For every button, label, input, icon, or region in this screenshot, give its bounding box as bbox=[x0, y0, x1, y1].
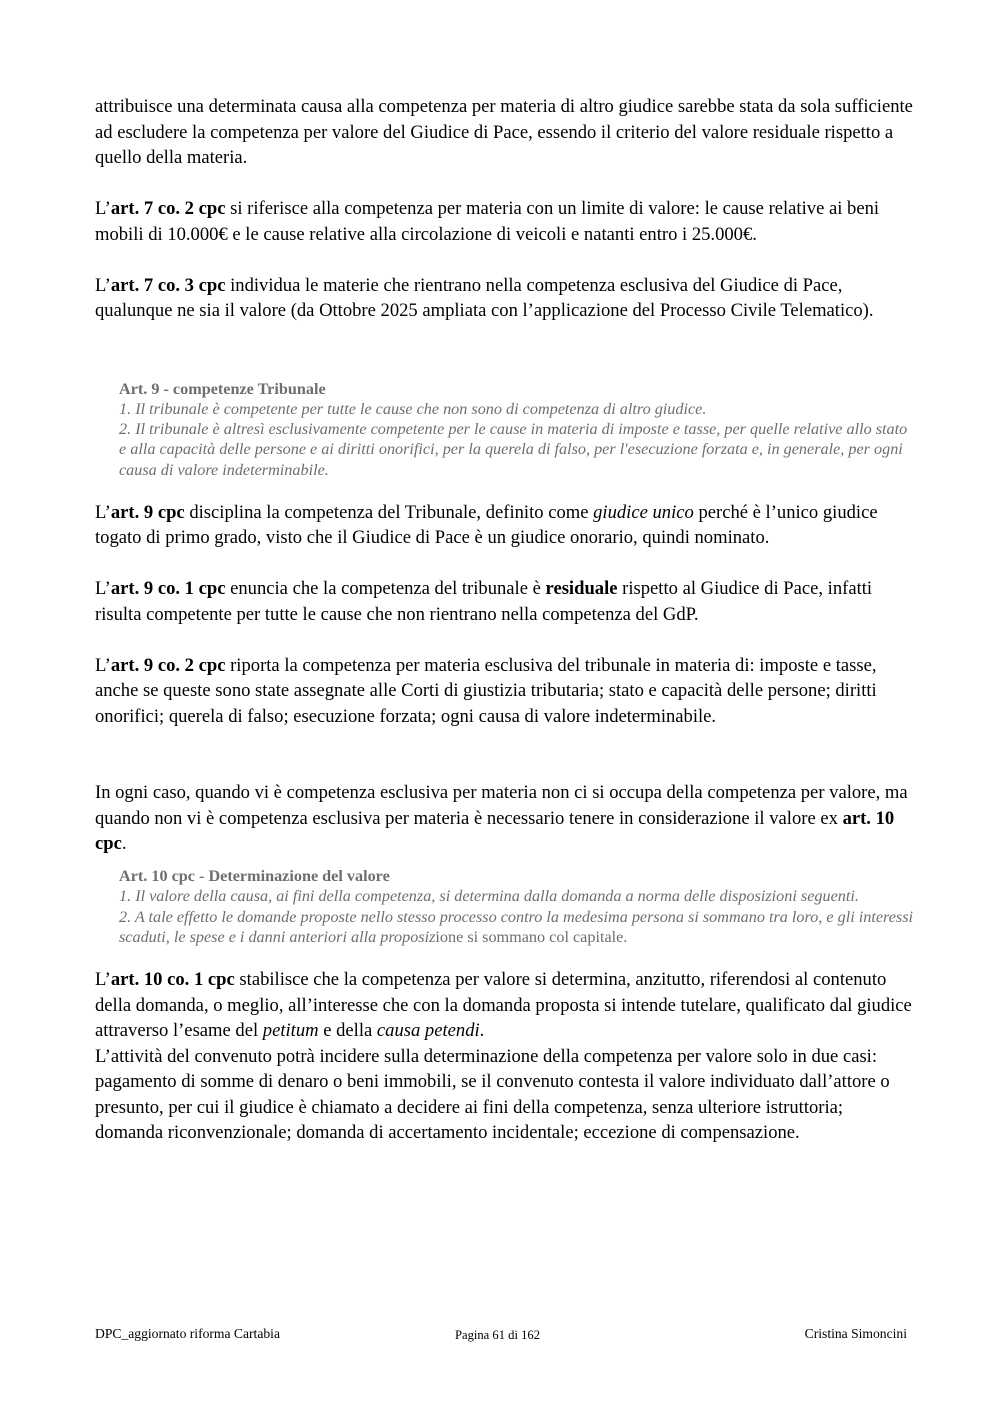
article-ref: art. 10 cpc bbox=[95, 807, 895, 855]
page-footer bbox=[95, 1326, 907, 1346]
law-quote-art10 bbox=[119, 866, 915, 947]
paragraph-1: attribuisce una determinata causa alla competenza per materia di altro giudice sarebbe stata da sola sufficiente ad escludere la competenza per valore del Giudice di Pace, essendo il criterio del valore residuale rispetto a quello della materia. bbox=[95, 96, 913, 168]
paragraph-art9: L’art. 9 cpc disciplina la competenza del Tribunale, definito come giudice unico perché è l’unico giudice togato di primo grado, visto che il Giudice di Pace è un giudice onorario, quindi nominato. bbox=[95, 501, 878, 549]
footer-author: Cristina Simoncini bbox=[804, 1326, 907, 1341]
article-ref: art. 9 co. 2 cpc bbox=[110, 654, 226, 676]
footer-page-number: Pagina 61 di 162 bbox=[455, 1328, 541, 1342]
article-ref: art. 9 cpc bbox=[110, 501, 185, 523]
article-ref: art. 7 co. 3 cpc bbox=[110, 274, 226, 296]
quote-line: 2. A tale effetto le domande proposte nello stesso processo contro la medesima persona si sommano tra loro, e gli interessi scaduti, le spese e i danni anteriori alla proposizione si sommano col capitale. bbox=[119, 907, 914, 946]
article-ref: art. 10 co. 1 cpc bbox=[110, 969, 235, 991]
paragraph-art7-co2: L’art. 7 co. 2 cpc si riferisce alla competenza per materia con un limite di valore: le cause relative ai beni mobili di 10.000€ e le cause relative alla circolazione di veicoli e natanti entro i 25.000€. bbox=[95, 198, 880, 245]
quote-line: 1. Il valore della causa, ai fini della competenza, si determina dalla domanda a norma delle disposizioni seguenti. bbox=[119, 887, 859, 906]
footer-document-title: DPC_aggiornato riforma Cartabia bbox=[95, 1326, 280, 1341]
paragraph-art7-co3: L’art. 7 co. 3 cpc individua le materie che rientrano nella competenza esclusiva del Giudice di Pace, qualunque ne sia il valore (da Ottobre 2025 ampliata con l’applicazione del Processo Civile Telematico). bbox=[95, 274, 874, 321]
paragraph-art10-co1: L’art. 10 co. 1 cpc stabilisce che la competenza per valore si determina, anzitutto, riferendosi al contenuto della domanda, o meglio, all’interesse che con la domanda proposta si intende tutelare, qualificato dal giudice attraverso l’esame del petitum e della causa petendi. bbox=[95, 969, 912, 1042]
quote-line: 2. Il tribunale è altresì esclusivamente competente per le cause in materia di imposte e tasse, per quelle relative allo stato e alla capacità delle persone e ai diritti onorifici, per la querela di falso, per l'esecuzione forzata e, in generale, per ogni causa di valore indeterminabile. bbox=[119, 420, 908, 479]
page-body bbox=[95, 94, 915, 1146]
paragraph-valore: In ogni caso, quando vi è competenza esclusiva per materia non ci si occupa della competenza per valore, ma quando non vi è competenza esclusiva per materia è necessario tenere in considerazione il valore ex art. 10 cpc. bbox=[95, 782, 908, 855]
quote-line: 1. Il tribunale è competente per tutte le cause che non sono di competenza di altro giudice. bbox=[119, 399, 707, 418]
paragraph-art9-co2: L’art. 9 co. 2 cpc riporta la competenza per materia esclusiva del tribunale in materia di: imposte e tasse, anche se queste sono state assegnate alle Corti di giustizia tributaria; stato e capacità delle persone; diritti onorifici; querela di falso; esecuzione forzata; ogni causa di valore indeterminabile. bbox=[95, 654, 877, 727]
paragraph-convenuto: L’attività del convenuto potrà incidere sulla determinazione della competenza per valore solo in due casi: pagamento di somme di denaro o beni immobili, se il convenuto contesta il valore individuato dall’attore o presunto, per cui il giudice è chiamato a decidere ai fini della competenza, senza ulteriore istruttoria; domanda riconvenzionale; domanda di accertamento incidentale; eccezione di compensazione. bbox=[95, 1045, 890, 1144]
paragraph-art9-co1: L’art. 9 co. 1 cpc enuncia che la competenza del tribunale è residuale rispetto al Giudice di Pace, infatti risulta competente per tutte le cause che non rientrano nella competenza del GdP. bbox=[95, 578, 873, 625]
article-ref: art. 9 co. 1 cpc bbox=[110, 578, 226, 600]
quote-title: Art. 10 cpc - Determinazione del valore bbox=[119, 866, 390, 885]
law-quote-art9 bbox=[119, 379, 915, 480]
article-ref: art. 7 co. 2 cpc bbox=[110, 198, 226, 219]
quote-title: Art. 9 - competenze Tribunale bbox=[119, 379, 326, 398]
